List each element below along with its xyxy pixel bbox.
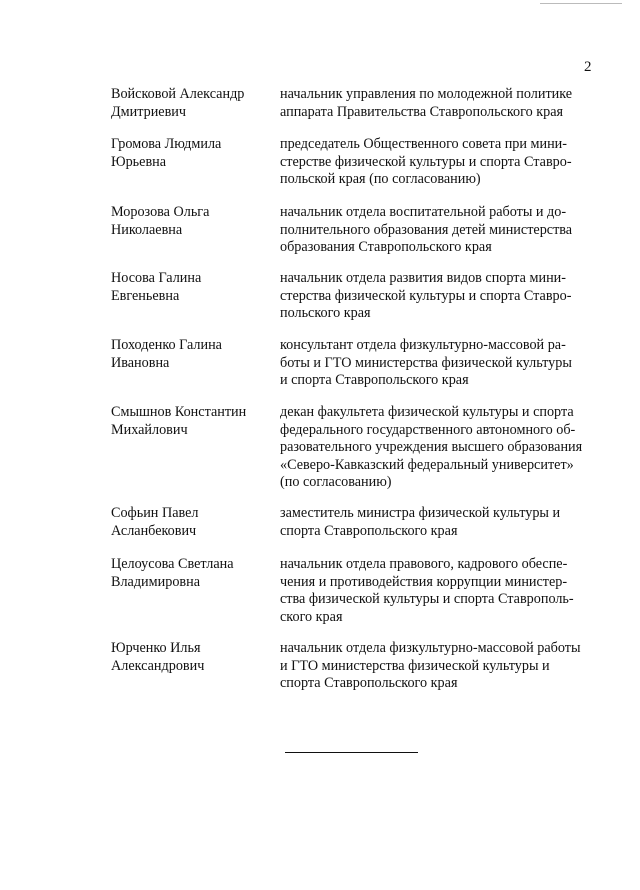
member-name-line: Ивановна (111, 354, 170, 371)
member-name-line: Николаевна (111, 221, 183, 238)
member-role-line: чения и противодействия коррупции министер- (280, 573, 568, 590)
member-role (280, 337, 590, 390)
member-name-line: Войсковой Александр (111, 86, 245, 102)
member-role-line: образования Ставропольского края (280, 239, 492, 255)
member-name-line: Носова Галина (111, 270, 202, 286)
member-role-line: начальник отдела воспитательной работы и до- (280, 204, 567, 220)
member-role (280, 505, 590, 540)
member-role-line: председатель Общественного совета при мини- (280, 136, 567, 152)
member-role-line: польской края (по согласованию) (280, 171, 481, 187)
member-name-line: Евгеньевна (111, 287, 180, 304)
member-name (111, 556, 276, 591)
member-role-line: аппарата Правительства Ставропольского края (280, 103, 564, 120)
member-name-line: Асланбекович (111, 522, 197, 539)
member-name-line: Михайлович (111, 421, 188, 438)
member-role-line: ского края (280, 608, 343, 625)
member-name-line: Александрович (111, 657, 205, 674)
member-role-line: начальник отдела физкультурно-массовой работы (280, 640, 581, 656)
scan-edge-mark (540, 3, 622, 4)
member-name (111, 136, 276, 171)
member-role-line: заместитель министра физической культуры и (280, 505, 561, 521)
member-role-line: и спорта Ставропольского края (280, 372, 469, 388)
member-role-line: польского края (280, 305, 371, 321)
member-name-line: Софьин Павел (111, 505, 199, 521)
member-name (111, 270, 276, 305)
member-role (280, 640, 590, 693)
member-name-line: Дмитриевич (111, 103, 187, 120)
member-name (111, 404, 276, 439)
member-role-line: начальник управления по молодежной политике (280, 86, 573, 102)
member-name (111, 640, 276, 675)
member-role-line: «Северо-Кавказский федеральный университет» (280, 456, 574, 473)
closing-divider-line (285, 752, 418, 753)
member-role-line: федерального государственного автономного об- (280, 421, 576, 438)
member-role (280, 136, 590, 189)
page-number: 2 (584, 59, 592, 75)
member-name (111, 204, 276, 239)
member-role (280, 404, 590, 492)
member-name-line: Владимировна (111, 573, 200, 590)
member-name (111, 86, 276, 121)
member-role (280, 204, 590, 257)
member-role-line: ства физической культуры и спорта Ставрополь- (280, 591, 574, 607)
member-name-line: Целоусова Светлана (111, 556, 234, 572)
member-role-line: начальник отдела правового, кадрового обеспе- (280, 556, 568, 572)
member-role-line: начальник отдела развития видов спорта мини- (280, 270, 567, 286)
member-role-line: стерстве физической культуры и спорта Ставро- (280, 153, 572, 170)
member-role-line: спорта Ставропольского края (280, 675, 458, 691)
member-role (280, 270, 590, 323)
member-role (280, 556, 590, 626)
member-role (280, 86, 590, 121)
member-role-line: боты и ГТО министерства физической культуры (280, 354, 572, 371)
member-name-line: Громова Людмила (111, 136, 222, 152)
member-role-line: стерства физической культуры и спорта Ставро- (280, 287, 572, 304)
member-name (111, 337, 276, 372)
member-name-line: Смышнов Константин (111, 404, 247, 420)
member-name (111, 505, 276, 540)
member-role-line: (по согласованию) (280, 474, 392, 490)
member-name-line: Походенко Галина (111, 337, 222, 353)
member-role-line: консультант отдела физкультурно-массовой ра- (280, 337, 566, 353)
member-name-line: Морозова Ольга (111, 204, 210, 220)
member-role-line: спорта Ставропольского края (280, 522, 458, 539)
member-role-line: и ГТО министерства физической культуры и (280, 657, 550, 674)
member-role-line: разовательного учреждения высшего образования (280, 439, 583, 455)
member-role-line: декан факультета физической культуры и спорта (280, 404, 574, 420)
member-role-line: полнительного образования детей министерства (280, 221, 573, 238)
member-name-line: Юрченко Илья (111, 640, 201, 656)
member-name-line: Юрьевна (111, 153, 167, 170)
